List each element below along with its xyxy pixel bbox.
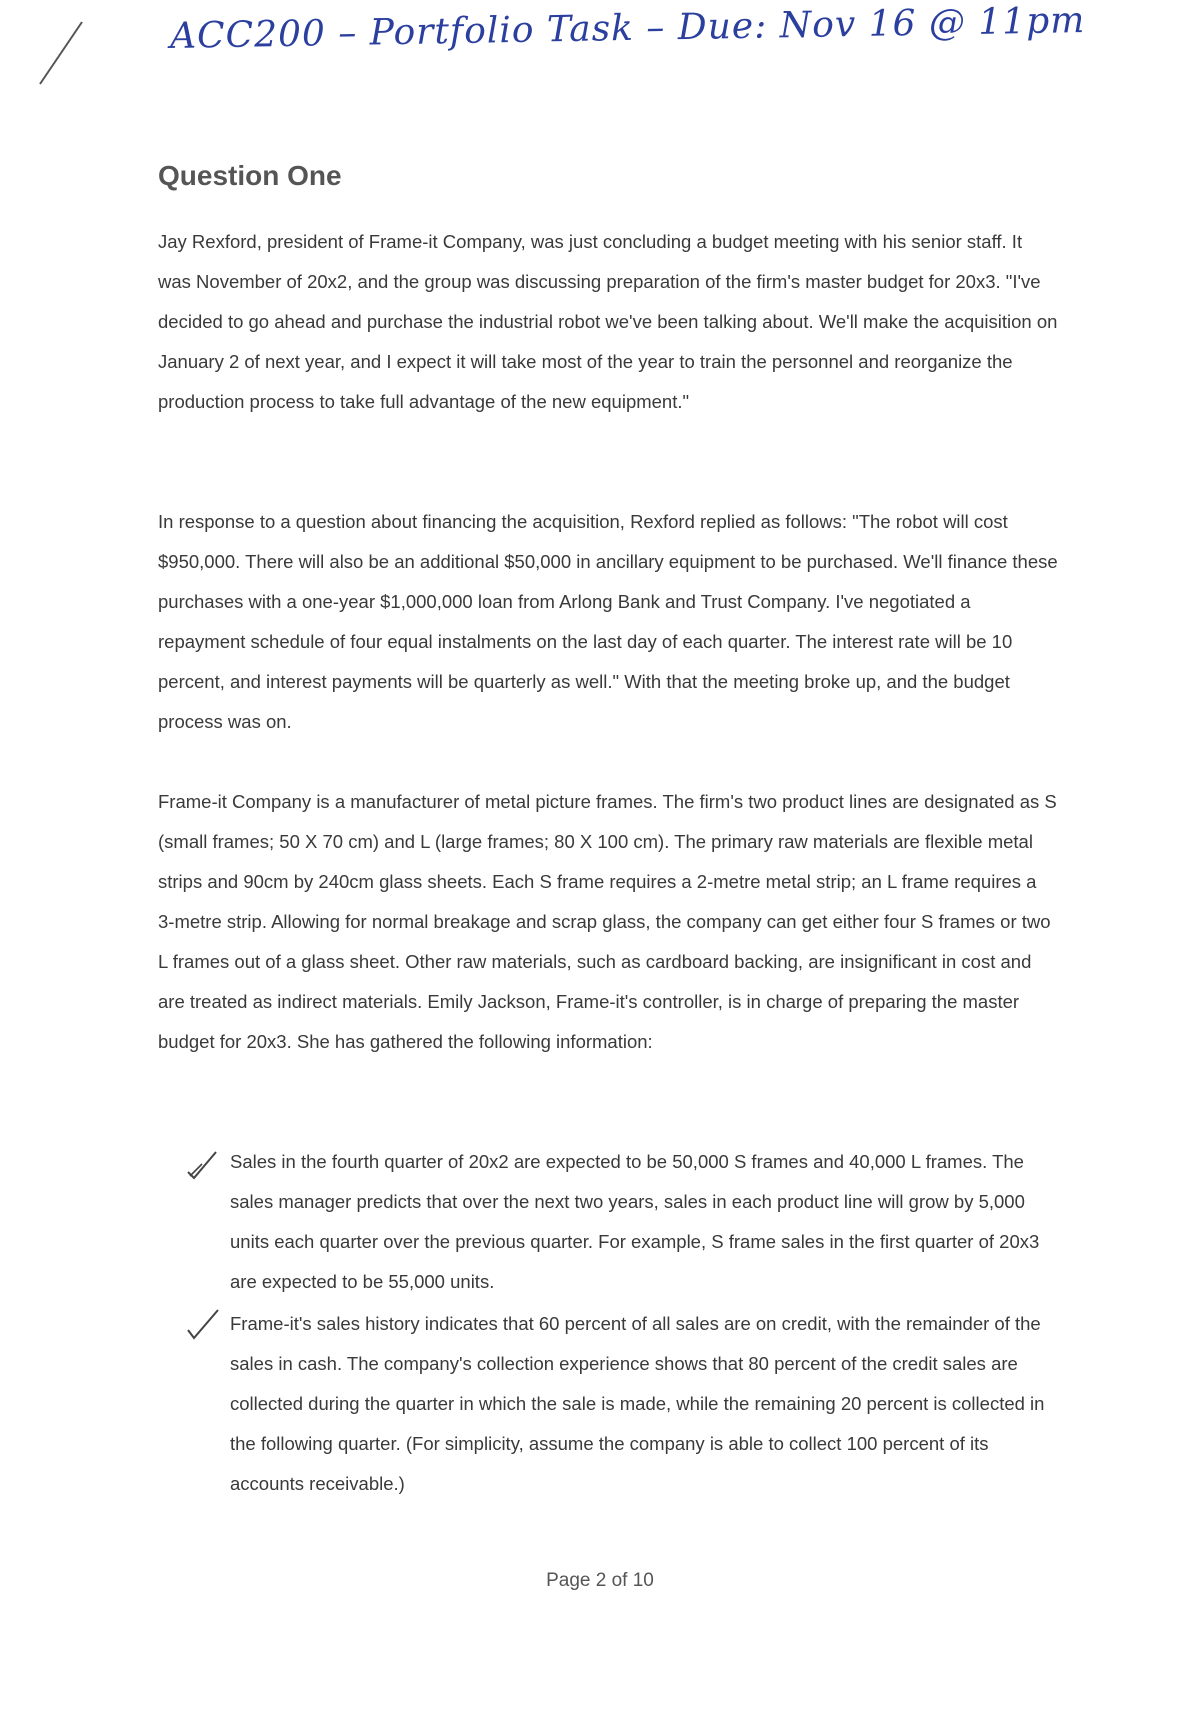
- paragraph-financing: In response to a question about financing the acquisition, Rexford replied as follows: "The robot will cost $950,000. There will also be an additional $50,000 in ancillary equipment to be purchased. We'll finance these purchases with a one-year $1,000,000 loan from Arlong Bank and Trust Company. I've negotiated a repayment schedule of four equal instalments on the last day of each quarter. The interest rate will be 10 percent, and interest payments will be quarterly as well." With that the meeting broke up, and the budget process was on.: [158, 511, 1058, 732]
- handwritten-header: ACC200 – Portfolio Task – Due: Nov 16 @ 11pm: [169, 0, 1086, 57]
- list-item: [180, 1304, 1060, 1504]
- list-item-text: Frame-it's sales history indicates that 60 percent of all sales are on credit, with the remainder of the sales in cash. The company's collection experience shows that 80 percent of the credit sales are collected during the quarter in which the sale is made, while the remaining 20 percent is collected in the following quarter. (For simplicity, assume the company is able to collect 100 percent of its accounts receivable.): [230, 1313, 1045, 1494]
- page-number: Page 2 of 10: [546, 1570, 654, 1591]
- question-title: Question One: [158, 160, 342, 191]
- handwritten-check-icon: [184, 1308, 220, 1344]
- list-item-text: Sales in the fourth quarter of 20x2 are expected to be 50,000 S frames and 40,000 L frames. The sales manager predicts that over the next two years, sales in each product line will grow by 5,000 units each quarter over the previous quarter. For example, S frame sales in the first quarter of 20x3 are expected to be 55,000 units.: [230, 1151, 1040, 1292]
- information-list: [180, 1142, 1060, 1506]
- handwritten-check-icon: [184, 1146, 220, 1182]
- pen-slash-mark: [30, 18, 90, 88]
- paragraph-company-info: Frame-it Company is a manufacturer of metal picture frames. The firm's two product lines are designated as S (small frames; 50 X 70 cm) and L (large frames; 80 X 100 cm). The primary raw materials are flexible metal strips and 90cm by 240cm glass sheets. Each S frame requires a 2-metre metal strip; an L frame requires a 3-metre strip. Allowing for normal breakage and scrap glass, the company can get either four S frames or two L frames out of a glass sheet. Other raw materials, such as cardboard backing, are insignificant in cost and are treated as indirect materials. Emily Jackson, Frame-it's controller, is in charge of preparing the master budget for 20x3. She has gathered the following information:: [158, 791, 1057, 1052]
- list-item: [180, 1142, 1060, 1302]
- paragraph-intro: Jay Rexford, president of Frame-it Company, was just concluding a budget meeting with his senior staff. It was November of 20x2, and the group was discussing preparation of the firm's master budget for 20x3. "I've decided to go ahead and purchase the industrial robot we've been talking about. We'll make the acquisition on January 2 of next year, and I expect it will take most of the year to train the personnel and reorganize the production process to take full advantage of the new equipment.": [158, 231, 1058, 412]
